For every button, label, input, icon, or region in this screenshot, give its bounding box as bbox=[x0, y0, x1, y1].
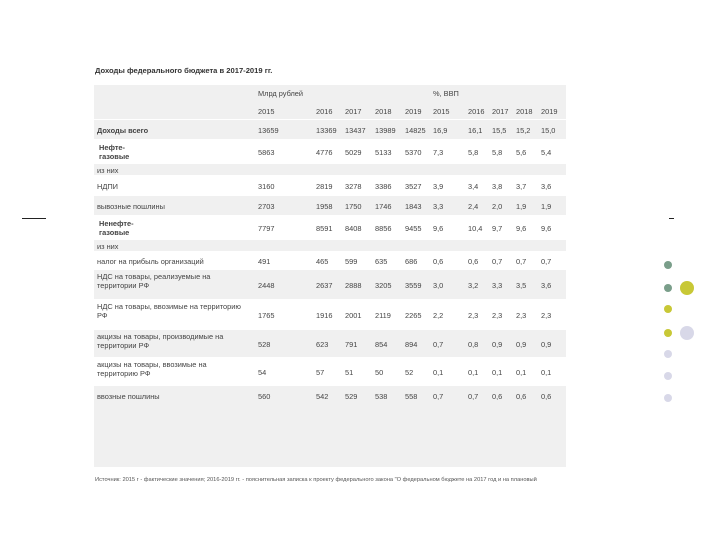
year-header-rub: 2016 bbox=[316, 107, 333, 116]
value-gdp: 1,9 bbox=[516, 201, 527, 211]
value-rub: 1843 bbox=[405, 201, 422, 211]
value-gdp: 3,2 bbox=[468, 280, 479, 290]
value-rub: 13437 bbox=[345, 125, 366, 135]
value-gdp: 3,0 bbox=[433, 280, 444, 290]
value-rub: 52 bbox=[405, 367, 414, 377]
value-rub: 686 bbox=[405, 256, 418, 266]
value-gdp: 3,6 bbox=[541, 280, 552, 290]
value-gdp: 1,9 bbox=[541, 201, 552, 211]
value-gdp: 0,7 bbox=[541, 256, 552, 266]
row-label: вывозные пошлины bbox=[97, 201, 165, 211]
value-gdp: 0,6 bbox=[468, 256, 479, 266]
value-rub: 8591 bbox=[316, 223, 333, 233]
table-row bbox=[94, 269, 566, 300]
value-gdp: 5,6 bbox=[516, 147, 527, 157]
value-rub: 3559 bbox=[405, 280, 422, 290]
value-gdp: 2,0 bbox=[492, 201, 503, 211]
value-rub: 3205 bbox=[375, 280, 392, 290]
value-gdp: 3,3 bbox=[492, 280, 503, 290]
value-gdp: 9,7 bbox=[492, 223, 503, 233]
value-rub: 2265 bbox=[405, 310, 422, 320]
value-rub: 3160 bbox=[258, 181, 275, 191]
row-label: Ненефте-газовые bbox=[96, 217, 142, 239]
row-label: НДС на товары, реализуемые на территории РФ bbox=[97, 272, 211, 290]
value-gdp: 2,2 bbox=[433, 310, 444, 320]
table-row bbox=[94, 195, 566, 216]
value-gdp: 0,8 bbox=[468, 339, 479, 349]
row-label: ввозные пошлины bbox=[97, 391, 160, 401]
value-rub: 57 bbox=[316, 367, 325, 377]
value-gdp: 7,3 bbox=[433, 147, 444, 157]
year-header-gdp: 2018 bbox=[516, 107, 533, 116]
row-label: Нефте-газовые bbox=[96, 141, 142, 163]
year-header-rub: 2015 bbox=[258, 107, 275, 116]
value-gdp: 3,4 bbox=[468, 181, 479, 191]
unit-label-rub: Млрд рублей bbox=[258, 89, 304, 98]
value-gdp: 10,4 bbox=[468, 223, 483, 233]
year-header-rub: 2017 bbox=[345, 107, 362, 116]
value-gdp: 0,7 bbox=[492, 256, 503, 266]
value-gdp: 2,3 bbox=[516, 310, 527, 320]
value-rub: 54 bbox=[258, 367, 267, 377]
decorative-dot bbox=[664, 350, 672, 358]
value-gdp: 2,4 bbox=[468, 201, 479, 211]
value-rub: 8856 bbox=[375, 223, 392, 233]
table-row bbox=[94, 357, 566, 386]
row-label: НДПИ bbox=[97, 181, 118, 191]
value-rub: 528 bbox=[258, 339, 271, 349]
value-rub: 529 bbox=[345, 391, 358, 401]
row-label: акцизы на товары, ввозимые на территорию РФ bbox=[97, 360, 207, 378]
table-row bbox=[94, 329, 566, 358]
table-row bbox=[94, 385, 566, 406]
right-dash-divider bbox=[669, 218, 674, 219]
value-gdp: 16,1 bbox=[468, 125, 483, 135]
value-gdp: 15,0 bbox=[541, 125, 556, 135]
value-rub: 894 bbox=[405, 339, 418, 349]
value-rub: 8408 bbox=[345, 223, 362, 233]
table-row bbox=[94, 251, 566, 270]
value-rub: 5370 bbox=[405, 147, 422, 157]
value-gdp: 0,9 bbox=[541, 339, 552, 349]
value-gdp: 0,6 bbox=[516, 391, 527, 401]
decorative-dot bbox=[664, 261, 672, 269]
value-rub: 2703 bbox=[258, 201, 275, 211]
year-header-gdp: 2015 bbox=[433, 107, 450, 116]
value-rub: 7797 bbox=[258, 223, 275, 233]
value-rub: 854 bbox=[375, 339, 388, 349]
row-label: Доходы всего bbox=[97, 125, 149, 135]
value-gdp: 15,5 bbox=[492, 125, 507, 135]
value-rub: 9455 bbox=[405, 223, 422, 233]
page-title: Доходы федерального бюджета в 2017-2019 гг. bbox=[95, 66, 273, 75]
value-rub: 560 bbox=[258, 391, 271, 401]
year-header-rub: 2018 bbox=[375, 107, 392, 116]
value-gdp: 0,6 bbox=[492, 391, 503, 401]
value-rub: 623 bbox=[316, 339, 329, 349]
decorative-dot bbox=[664, 329, 672, 337]
value-gdp: 5,8 bbox=[468, 147, 479, 157]
value-gdp: 3,8 bbox=[492, 181, 503, 191]
value-rub: 14825 bbox=[405, 125, 426, 135]
row-label: НДС на товары, ввозимые на территорию РФ bbox=[97, 302, 241, 320]
row-label: налог на прибыль организаций bbox=[97, 256, 204, 266]
decorative-dot bbox=[680, 326, 694, 340]
value-rub: 542 bbox=[316, 391, 329, 401]
value-rub: 558 bbox=[405, 391, 418, 401]
value-gdp: 0,1 bbox=[516, 367, 527, 377]
value-gdp: 9,6 bbox=[433, 223, 444, 233]
value-rub: 538 bbox=[375, 391, 388, 401]
value-rub: 465 bbox=[316, 256, 329, 266]
value-gdp: 2,3 bbox=[492, 310, 503, 320]
value-gdp: 3,7 bbox=[516, 181, 527, 191]
decorative-dot bbox=[664, 284, 672, 292]
value-rub: 5863 bbox=[258, 147, 275, 157]
value-gdp: 15,2 bbox=[516, 125, 531, 135]
value-rub: 3386 bbox=[375, 181, 392, 191]
value-gdp: 2,3 bbox=[468, 310, 479, 320]
value-rub: 5029 bbox=[345, 147, 362, 157]
value-rub: 2637 bbox=[316, 280, 333, 290]
table-row bbox=[94, 215, 566, 240]
value-rub: 13989 bbox=[375, 125, 396, 135]
value-rub: 2119 bbox=[375, 310, 391, 320]
value-rub: 1746 bbox=[375, 201, 392, 211]
unit-label-gdp: %, ВВП bbox=[433, 89, 459, 98]
value-gdp: 0,1 bbox=[541, 367, 552, 377]
value-gdp: 0,1 bbox=[468, 367, 479, 377]
value-gdp: 0,7 bbox=[516, 256, 527, 266]
value-gdp: 0,1 bbox=[433, 367, 444, 377]
decorative-dot bbox=[680, 281, 694, 295]
value-gdp: 5,4 bbox=[541, 147, 552, 157]
source-note: Источник: 2015 г - фактические значения; 2016-2019 гг. - пояснительная записка к проекту федерального закона "О федеральном бюджете на 2017 год и на плановый bbox=[95, 477, 537, 483]
value-gdp: 0,1 bbox=[492, 367, 503, 377]
value-rub: 5133 bbox=[375, 147, 392, 157]
row-label: из них bbox=[97, 165, 119, 175]
value-gdp: 0,7 bbox=[433, 391, 444, 401]
value-rub: 491 bbox=[258, 256, 271, 266]
year-header-gdp: 2017 bbox=[492, 107, 509, 116]
value-rub: 50 bbox=[375, 367, 384, 377]
value-gdp: 0,9 bbox=[492, 339, 503, 349]
table-header bbox=[94, 85, 566, 119]
decorative-dot bbox=[664, 372, 672, 380]
value-gdp: 0,9 bbox=[516, 339, 527, 349]
decorative-dot bbox=[664, 394, 672, 402]
value-gdp: 3,9 bbox=[433, 181, 444, 191]
value-rub: 599 bbox=[345, 256, 358, 266]
decorative-dot bbox=[664, 305, 672, 313]
value-gdp: 5,8 bbox=[492, 147, 503, 157]
value-rub: 3278 bbox=[345, 181, 362, 191]
table-row bbox=[94, 119, 566, 140]
table-row bbox=[94, 139, 566, 164]
value-rub: 791 bbox=[345, 339, 358, 349]
row-label: акцизы на товары, производимые на территории РФ bbox=[97, 332, 224, 350]
row-label: из них bbox=[97, 241, 119, 251]
year-header-rub: 2019 bbox=[405, 107, 422, 116]
year-header-gdp: 2016 bbox=[468, 107, 485, 116]
value-gdp: 9,6 bbox=[541, 223, 552, 233]
value-gdp: 0,7 bbox=[433, 339, 444, 349]
value-rub: 13659 bbox=[258, 125, 279, 135]
value-gdp: 2,3 bbox=[541, 310, 552, 320]
value-gdp: 3,5 bbox=[516, 280, 527, 290]
value-rub: 2448 bbox=[258, 280, 275, 290]
value-gdp: 0,6 bbox=[541, 391, 552, 401]
year-header-gdp: 2019 bbox=[541, 107, 558, 116]
value-rub: 4776 bbox=[316, 147, 333, 157]
left-dash-divider bbox=[22, 218, 46, 219]
value-rub: 1750 bbox=[345, 201, 362, 211]
value-rub: 1958 bbox=[316, 201, 333, 211]
value-gdp: 3,6 bbox=[541, 181, 552, 191]
value-gdp: 9,6 bbox=[516, 223, 527, 233]
value-rub: 13369 bbox=[316, 125, 337, 135]
value-gdp: 0,7 bbox=[468, 391, 479, 401]
value-rub: 1765 bbox=[258, 310, 275, 320]
value-rub: 2001 bbox=[345, 310, 362, 320]
table-row bbox=[94, 299, 566, 330]
value-rub: 2888 bbox=[345, 280, 362, 290]
value-rub: 3527 bbox=[405, 181, 422, 191]
table-row bbox=[94, 175, 566, 196]
value-gdp: 16,9 bbox=[433, 125, 448, 135]
value-gdp: 3,3 bbox=[433, 201, 444, 211]
value-rub: 2819 bbox=[316, 181, 333, 191]
value-rub: 1916 bbox=[316, 310, 333, 320]
value-rub: 635 bbox=[375, 256, 388, 266]
revenue-table bbox=[94, 85, 566, 467]
value-rub: 51 bbox=[345, 367, 354, 377]
value-gdp: 0,6 bbox=[433, 256, 444, 266]
